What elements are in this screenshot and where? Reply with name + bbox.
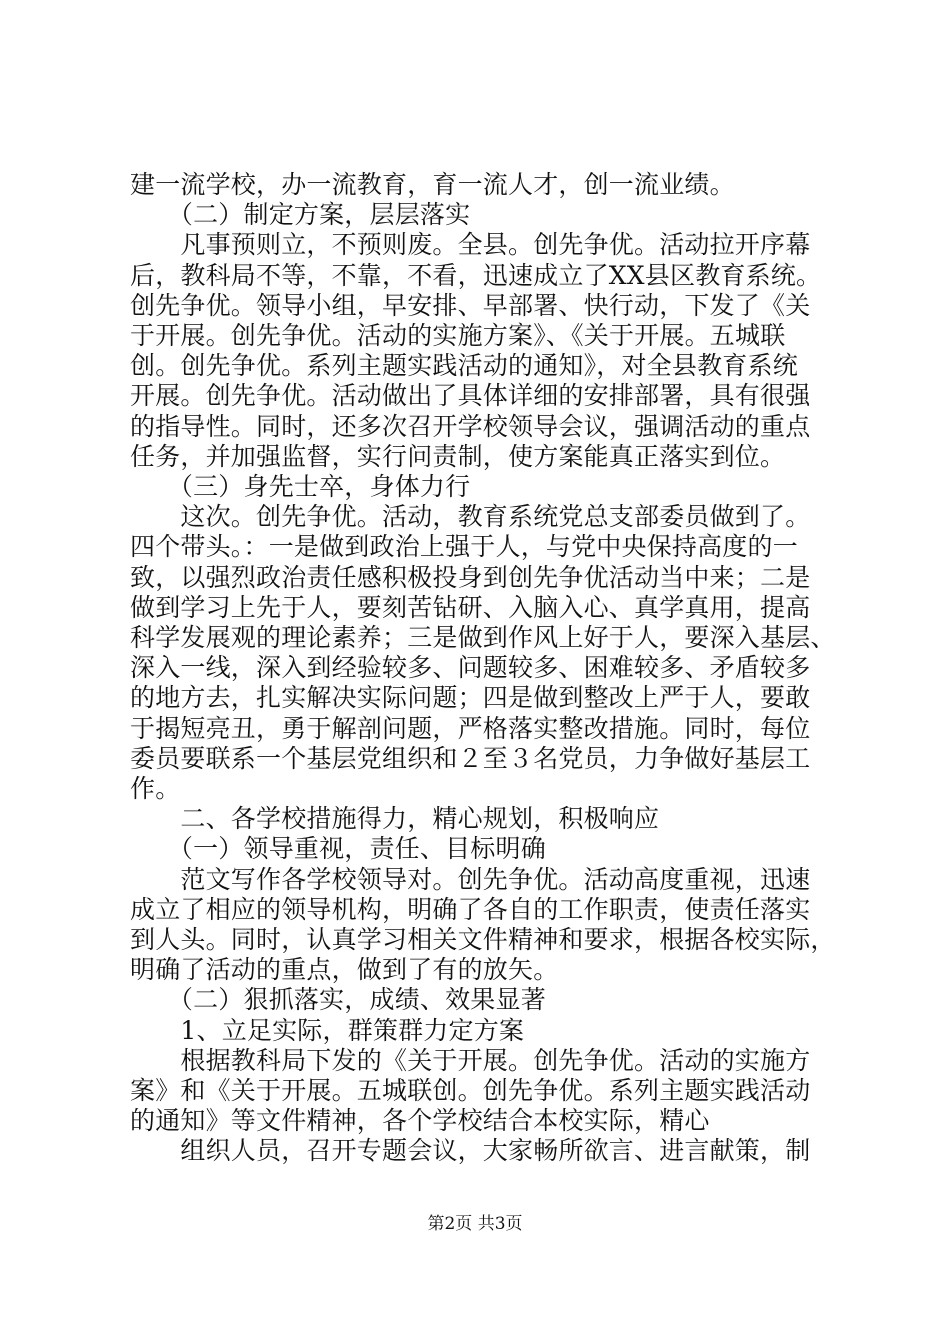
text-line: 案》和《关于开展。五城联创。创先争优。系列主题实践活动 — [130, 1076, 811, 1105]
text-line: 于揭短亮丑，勇于解剖问题，严格落实整改措施。同时，每位 — [130, 714, 811, 743]
section-heading: （一）领导重视，责任、目标明确 — [130, 834, 546, 863]
text-line: 致，以强烈政治责任感积极投身到创先争优活动当中来；二是 — [130, 563, 811, 592]
page-number-footer: 第2页 共3页 — [427, 1214, 523, 1234]
text-line: 范文写作各学校领导对。创先争优。活动高度重视，迅速 — [130, 865, 811, 894]
text-line: 根据教科局下发的《关于开展。创先争优。活动的实施方 — [130, 1046, 811, 1075]
text-line: 创。创先争优。系列主题实践活动的通知》，对全县教育系统 — [130, 351, 798, 380]
text-line: 成立了相应的领导机构，明确了各自的工作职责，使责任落实 — [130, 895, 811, 924]
text-line: 创先争优。领导小组，早安排、早部署、快行动，下发了《关 — [130, 291, 811, 320]
text-line: 的地方去，扎实解决实际问题；四是做到整改上严于人，要敢 — [130, 683, 811, 712]
text-line: 开展。创先争优。活动做出了具体详细的安排部署，具有很强 — [130, 381, 811, 410]
text-line: 于开展。创先争优。活动的实施方案》、《关于开展。五城联 — [130, 321, 786, 350]
text-line: 的通知》等文件精神，各个学校结合本校实际，精心 — [130, 1106, 710, 1135]
text-line: 凡事预则立，不预则废。全县。创先争优。活动拉开序幕 — [130, 230, 811, 259]
text-line: 到人头。同时，认真学习相关文件精神和要求，根据各校实际， — [130, 925, 836, 954]
text-line: 任务，并加强监督，实行问责制，使方案能真正落实到位。 — [130, 442, 786, 471]
text-line: 组织人员，召开专题会议，大家畅所欲言、进言献策，制 — [130, 1136, 811, 1165]
text-line: 建一流学校，办一流教育，育一流人才，创一流业绩。 — [130, 170, 735, 199]
text-line: 后，教科局不等，不靠，不看，迅速成立了XX县区教育系统。 — [130, 261, 822, 290]
section-heading: （二）制定方案，层层落实 — [130, 200, 471, 229]
text-line: 的指导性。同时，还多次召开学校领导会议，强调活动的重点 — [130, 412, 811, 441]
text-line: 做到学习上先于人，要刻苦钻研、入脑入心、真学真用，提高 — [130, 593, 811, 622]
text-line: 明确了活动的重点，做到了有的放矢。 — [130, 955, 559, 984]
section-heading: （二）狠抓落实，成绩、效果显著 — [130, 985, 546, 1014]
section-heading: 二、各学校措施得力，精心规划，积极响应 — [130, 804, 660, 833]
text-line: 科学发展观的理论素养；三是做到作风上好于人，要深入基层、 — [130, 623, 836, 652]
text-line: 作。 — [130, 774, 181, 803]
text-line: 委员要联系一个基层党组织和２至３名党员，力争做好基层工 — [130, 744, 811, 773]
text-line: 这次。创先争优。活动，教育系统党总支部委员做到了。 — [130, 502, 811, 531]
section-heading: 1、立足实际，群策群力定方案 — [130, 1016, 525, 1045]
text-line: 四个带头。：一是做到政治上强于人，与党中央保持高度的一 — [130, 532, 798, 561]
section-heading: （三）身先士卒，身体力行 — [130, 472, 471, 501]
text-line: 深入一线，深入到经验较多、问题较多、困难较多、矛盾较多 — [130, 653, 811, 682]
